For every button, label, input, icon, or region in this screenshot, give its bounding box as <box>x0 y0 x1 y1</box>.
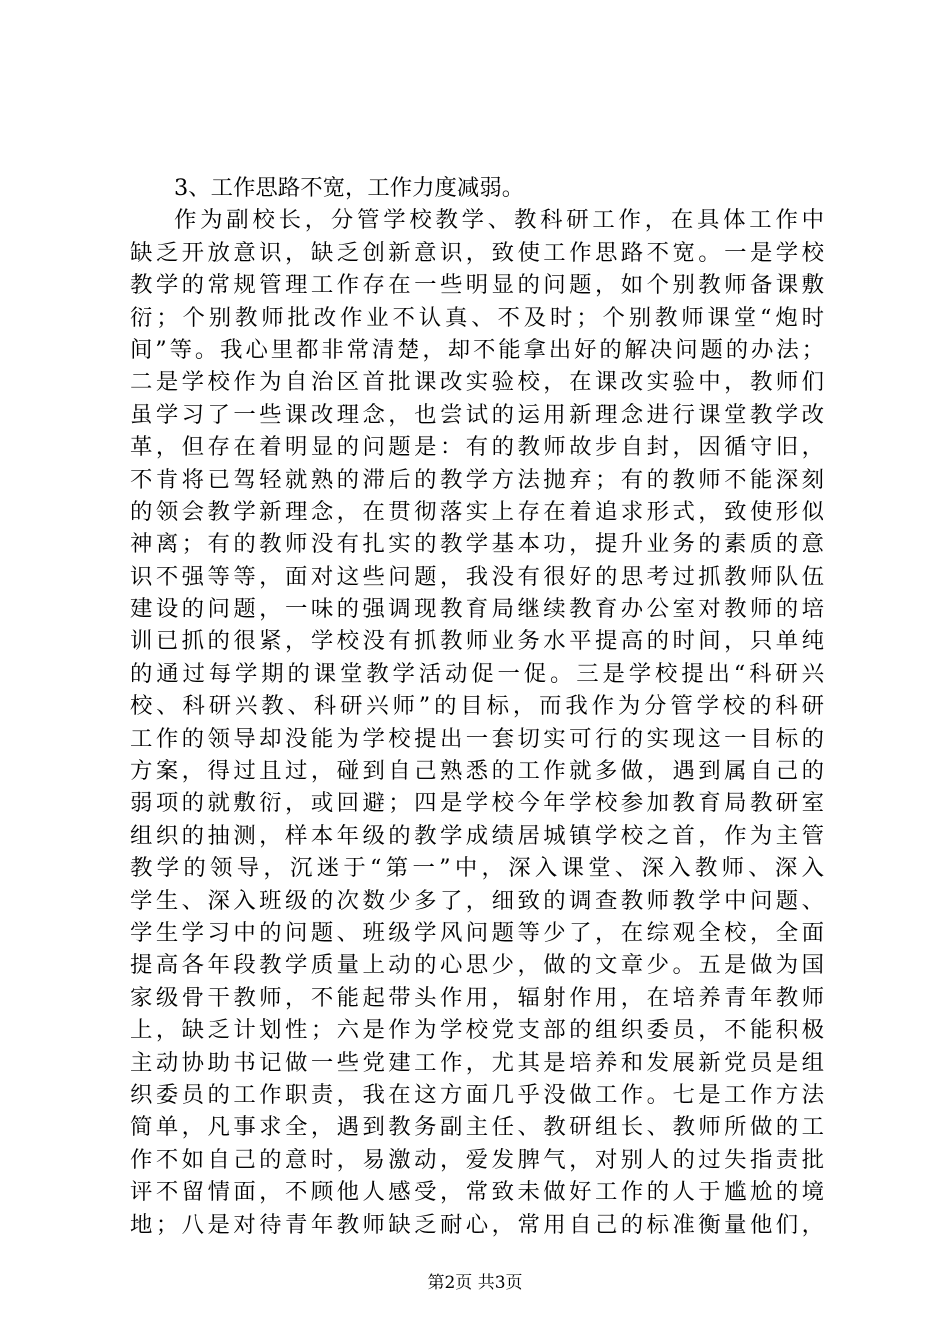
paragraph-line: 教学的常规管理工作存在一些明显的问题，如个别教师备课敷 <box>130 272 824 299</box>
paragraph-line: 神离；有的教师没有扎实的教学基本功，提升业务的素质的意 <box>130 531 824 558</box>
paragraph-line: 织委员的工作职责，我在这方面几乎没做工作。七是工作方法 <box>130 1081 824 1108</box>
paragraph-line: 作不如自己的意时，易激动，爱发脾气，对别人的过失指责批 <box>130 1146 824 1173</box>
paragraph-line: 训已抓的很紧，学校没有抓教师业务水平提高的时间，只单纯 <box>130 628 824 655</box>
paragraph-line: 学生、深入班级的次数少多了，细致的调查教师教学中问题、 <box>130 887 824 914</box>
paragraph-line: 提高各年段教学质量上动的心思少，做的文章少。五是做为国 <box>130 952 824 979</box>
paragraph-line: 上，缺乏计划性；六是作为学校党支部的组织委员，不能积极 <box>130 1017 824 1044</box>
paragraph-line: 二是学校作为自治区首批课改实验校，在课改实验中，教师们 <box>130 369 824 396</box>
paragraph-line: 间”等。我心里都非常清楚，却不能拿出好的解决问题的办法； <box>130 336 824 363</box>
paragraph-line: 工作的领导却没能为学校提出一套切实可行的实现这一目标的 <box>130 725 824 752</box>
page-number-footer: 第2页 共3页 <box>427 1273 523 1293</box>
paragraph-line: 的通过每学期的课堂教学活动促一促。三是学校提出“科研兴 <box>130 660 824 687</box>
paragraph-line: 校、科研兴教、科研兴师”的目标，而我作为分管学校的科研 <box>130 693 824 720</box>
paragraph-line: 缺乏开放意识，缺乏创新意识，致使工作思路不宽。一是学校 <box>130 239 824 266</box>
paragraph-line: 的领会教学新理念，在贯彻落实上存在着追求形式，致使形似 <box>130 498 824 525</box>
paragraph-line: 地；八是对待青年教师缺乏耐心，常用自己的标准衡量他们， <box>130 1211 824 1238</box>
paragraph-line: 弱项的就敷衍，或回避；四是学校今年学校参加教育局教研室 <box>130 790 824 817</box>
paragraph-line: 建设的问题，一味的强调现教育局继续教育办公室对教师的培 <box>130 596 824 623</box>
paragraph-line: 组织的抽测，样本年级的教学成绩居城镇学校之首，作为主管 <box>130 822 824 849</box>
paragraph-line: 教学的领导，沉迷于“第一”中，深入课堂、深入教师、深入 <box>130 855 824 882</box>
section-heading: 3、工作思路不宽，工作力度减弱。 <box>174 175 525 201</box>
paragraph-line: 家级骨干教师，不能起带头作用，辐射作用，在培养青年教师 <box>130 984 824 1011</box>
paragraph-line: 虽学习了一些课改理念，也尝试的运用新理念进行课堂教学改 <box>130 401 824 428</box>
paragraph-line: 衍；个别教师批改作业不认真、不及时；个别教师课堂“炮时 <box>130 304 824 331</box>
paragraph-line: 评不留情面，不顾他人感受，常致未做好工作的人于尴尬的境 <box>130 1179 824 1206</box>
paragraph-line: 识不强等等，面对这些问题，我没有很好的思考过抓教师队伍 <box>130 563 824 590</box>
paragraph-line: 方案，得过且过，碰到自己熟悉的工作就多做，遇到属自己的 <box>130 758 824 785</box>
paragraph-line: 不肯将已驾轻就熟的滞后的教学方法抛弃；有的教师不能深刻 <box>130 466 824 493</box>
paragraph-line: 主动协助书记做一些党建工作，尤其是培养和发展新党员是组 <box>130 1049 824 1076</box>
paragraph-line: 简单，凡事求全，遇到教务副主任、教研组长、教师所做的工 <box>130 1114 824 1141</box>
paragraph-line: 革，但存在着明显的问题是：有的教师故步自封，因循守旧， <box>130 434 824 461</box>
paragraph-line: 学生学习中的问题、班级学风问题等少了，在综观全校，全面 <box>130 919 824 946</box>
document-body <box>130 172 824 1241</box>
paragraph-line: 作为副校长，分管学校教学、教科研工作，在具体工作中 <box>174 207 824 234</box>
